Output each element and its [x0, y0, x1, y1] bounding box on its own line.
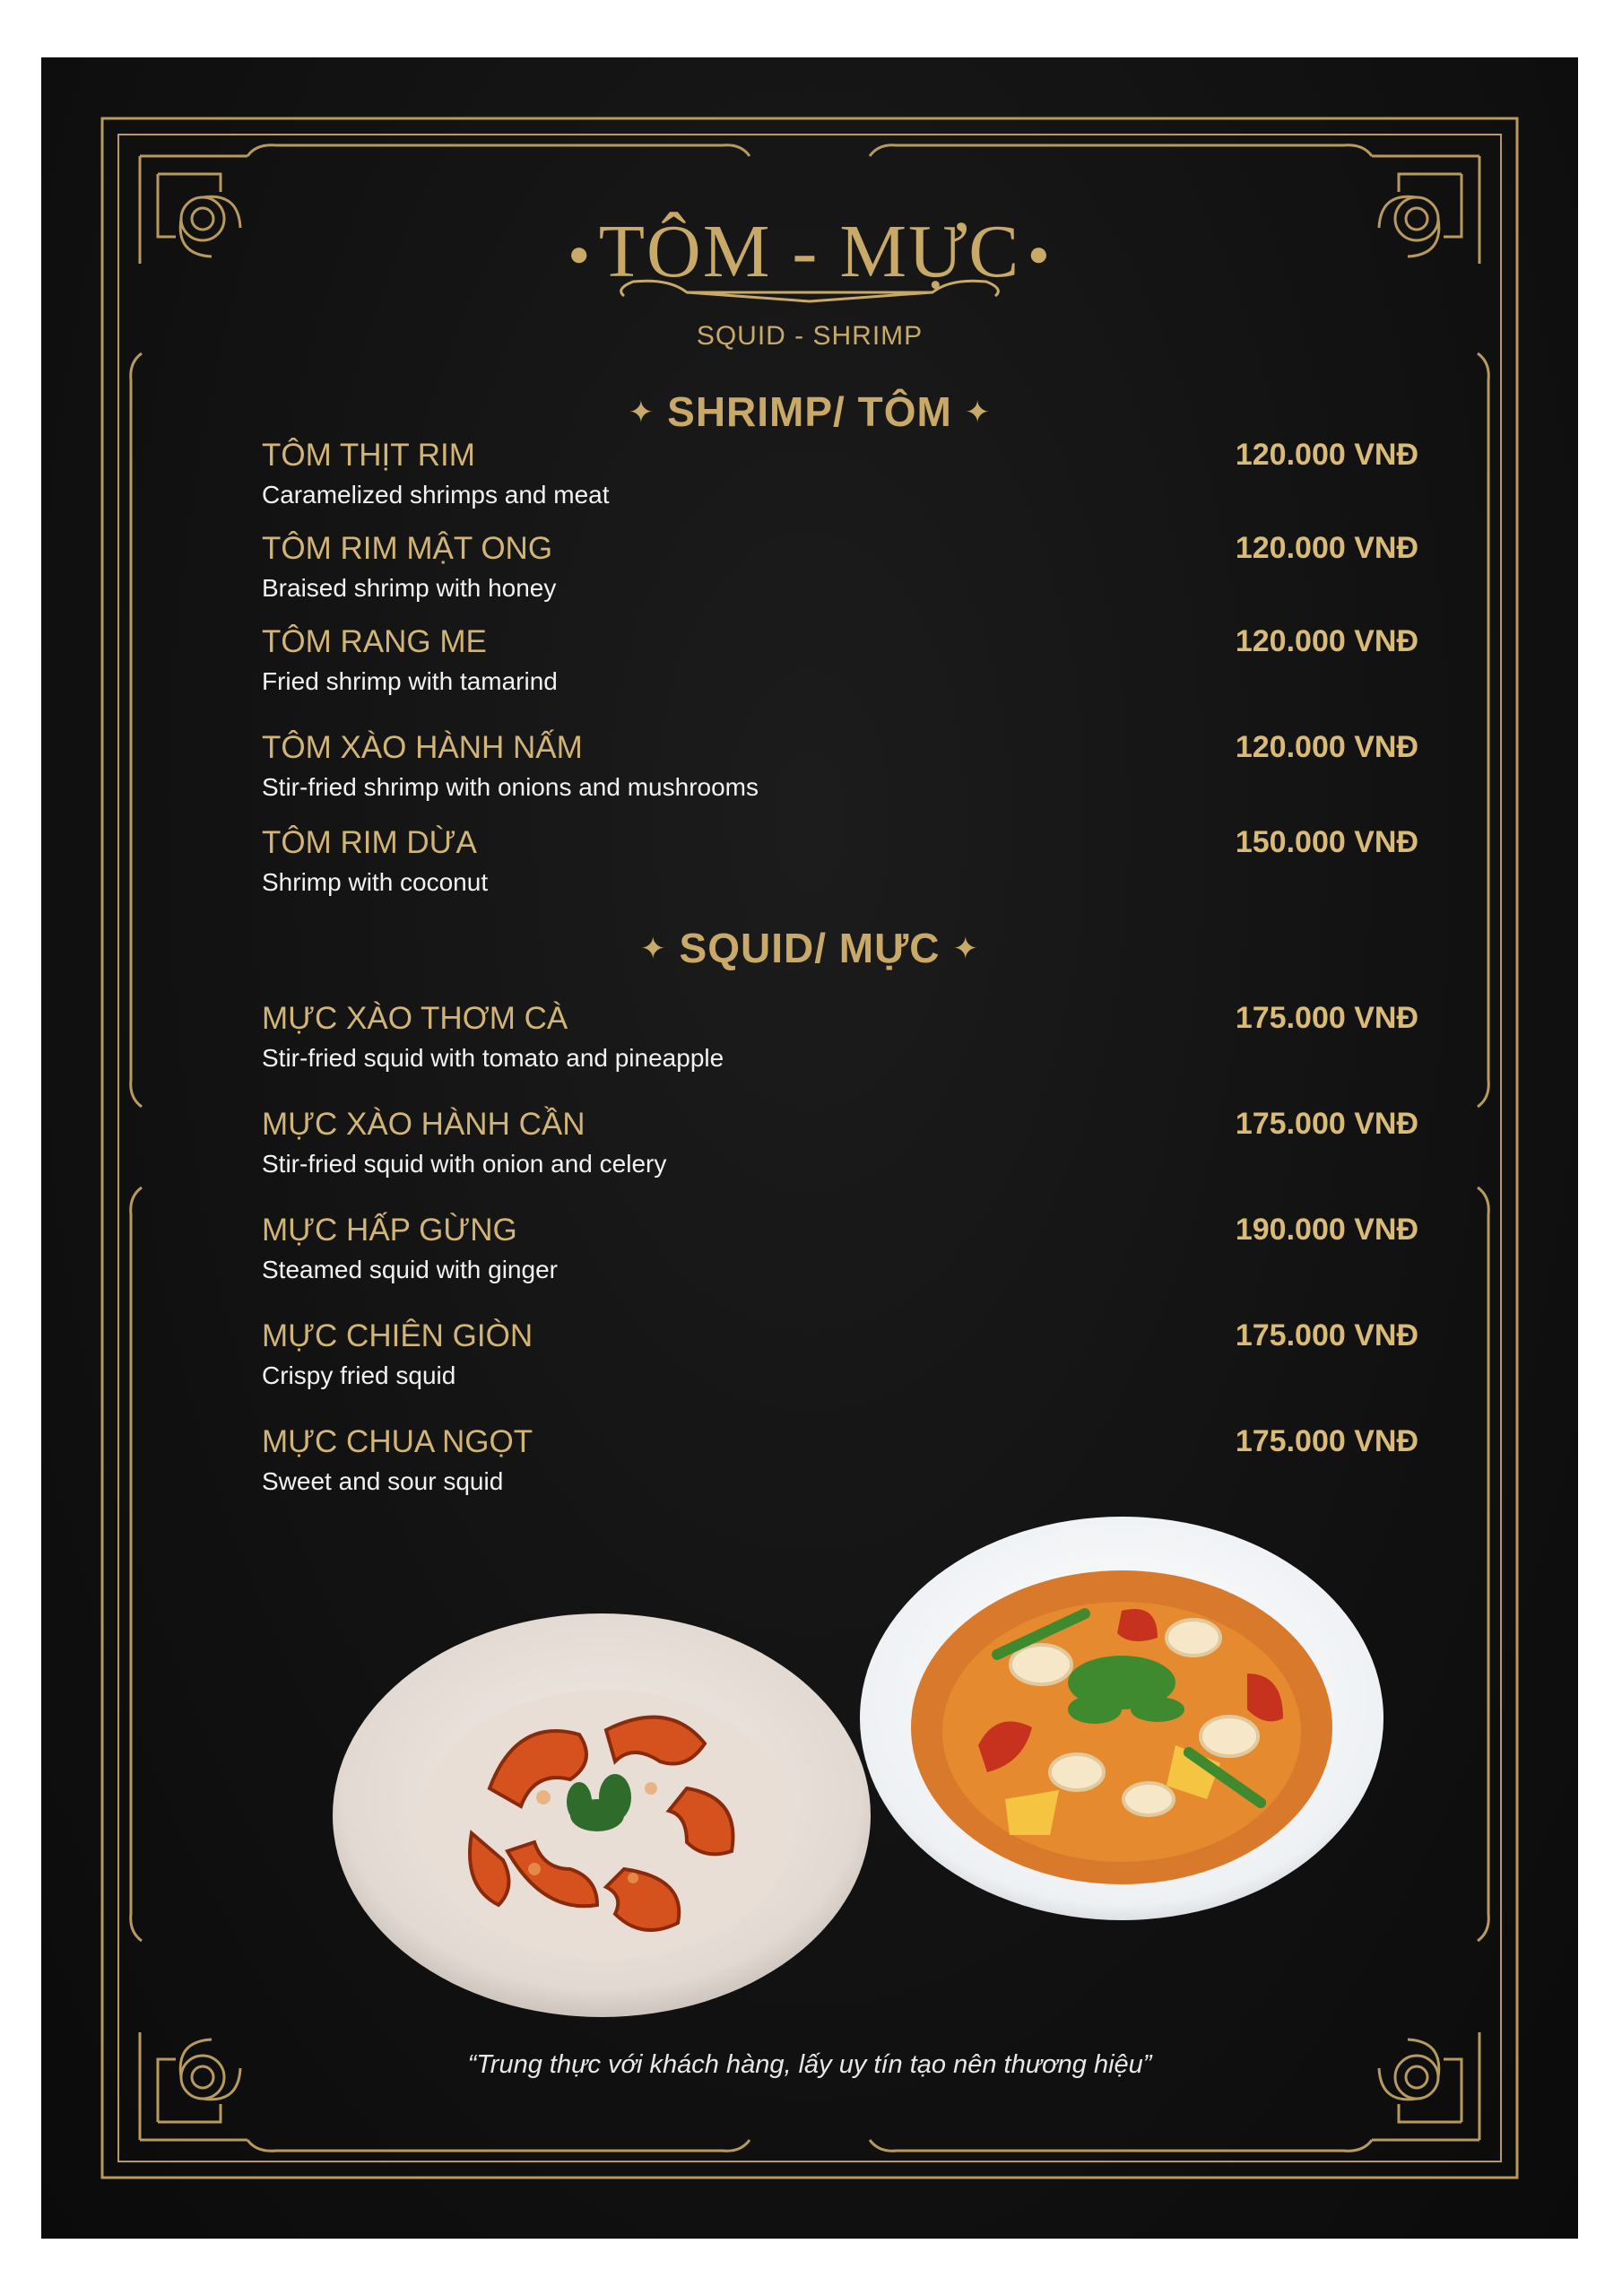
- shrimp-dish-photo: [310, 1582, 893, 2048]
- item-name: TÔM RIM MẬT ONG: [262, 531, 553, 566]
- squid-dish-photo: [853, 1503, 1391, 1934]
- menu-item: [262, 438, 1418, 518]
- sparkle-icon: ✦: [640, 932, 667, 966]
- item-price: 120.000 VNĐ: [1235, 624, 1418, 658]
- item-name: TÔM XÀO HÀNH NẤM: [262, 730, 583, 765]
- menu-item: [262, 730, 1418, 811]
- item-price: 120.000 VNĐ: [1235, 438, 1418, 472]
- menu-page: [41, 57, 1578, 2239]
- menu-item: [262, 1107, 1418, 1187]
- item-price: 175.000 VNĐ: [1235, 1424, 1418, 1458]
- menu-item: [262, 624, 1418, 705]
- item-description: Steamed squid with ginger: [262, 1256, 558, 1283]
- item-name: TÔM RANG ME: [262, 624, 487, 659]
- item-price: 190.000 VNĐ: [1235, 1213, 1418, 1247]
- item-price: 175.000 VNĐ: [1235, 1107, 1418, 1141]
- menu-item: [262, 1213, 1418, 1293]
- item-description: Stir-fried squid with onion and celery: [262, 1150, 667, 1178]
- item-name: MỰC CHIÊN GIÒN: [262, 1318, 533, 1353]
- page-title: ●TÔM - MỰC ●: [568, 210, 1052, 293]
- item-name: MỰC XÀO THƠM CÀ: [262, 1001, 568, 1036]
- item-price: 150.000 VNĐ: [1235, 825, 1418, 859]
- item-description: Stir-fried shrimp with onions and mushrooms: [262, 773, 759, 801]
- menu-item: [262, 1001, 1418, 1082]
- item-name: TÔM RIM DỪA: [262, 825, 477, 860]
- item-price: 120.000 VNĐ: [1235, 531, 1418, 565]
- item-description: Crispy fried squid: [262, 1361, 456, 1389]
- item-description: Caramelized shrimps and meat: [262, 481, 610, 509]
- item-description: Braised shrimp with honey: [262, 574, 557, 602]
- section-header-shrimp: ✦ SHRIMP/ TÔM ✦: [628, 388, 992, 435]
- restaurant-slogan: “Trung thực với khách hàng, lấy uy tín tạo nên thương hiệu”: [467, 2050, 1152, 2079]
- item-price: 175.000 VNĐ: [1235, 1318, 1418, 1352]
- item-price: 120.000 VNĐ: [1235, 730, 1418, 764]
- item-name: MỰC CHUA NGỌT: [262, 1424, 533, 1459]
- item-name: MỰC XÀO HÀNH CẦN: [262, 1107, 585, 1142]
- menu-item: [262, 825, 1418, 906]
- item-description: Shrimp with coconut: [262, 868, 489, 896]
- item-description: Stir-fried squid with tomato and pineapple: [262, 1044, 724, 1072]
- item-name: TÔM THỊT RIM: [262, 438, 475, 473]
- menu-item: [262, 531, 1418, 612]
- menu-item: [262, 1318, 1418, 1399]
- sparkle-icon: ✦: [964, 396, 992, 430]
- sparkle-icon: ✦: [628, 396, 655, 430]
- item-price: 175.000 VNĐ: [1235, 1001, 1418, 1035]
- menu-item: [262, 1424, 1418, 1505]
- page-subtitle: SQUID - SHRIMP: [696, 321, 924, 351]
- item-description: Fried shrimp with tamarind: [262, 667, 558, 695]
- item-name: MỰC HẤP GỪNG: [262, 1213, 517, 1248]
- section-header-squid: ✦ SQUID/ MỰC ✦: [640, 925, 979, 971]
- item-description: Sweet and sour squid: [262, 1467, 504, 1495]
- sparkle-icon: ✦: [952, 932, 979, 966]
